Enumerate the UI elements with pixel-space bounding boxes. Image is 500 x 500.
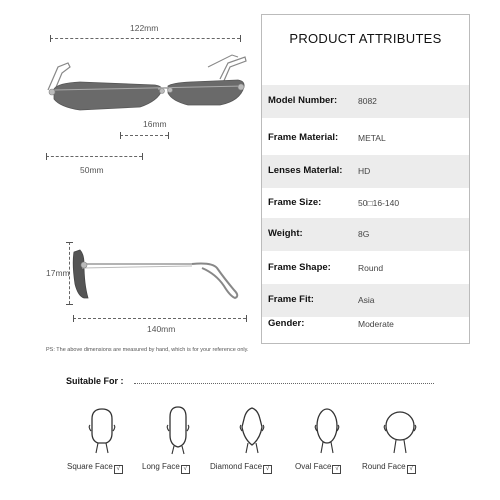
checkmark-icon: √ bbox=[114, 465, 123, 474]
tick bbox=[142, 153, 143, 160]
dotted-divider bbox=[134, 383, 434, 384]
tick bbox=[50, 35, 51, 42]
face-label-text: Round Face bbox=[362, 462, 406, 471]
attribute-row bbox=[262, 308, 469, 341]
tick bbox=[66, 304, 73, 305]
face-label-text: Square Face bbox=[67, 462, 113, 471]
attribute-value: Asia bbox=[358, 295, 375, 305]
attribute-row bbox=[262, 155, 469, 188]
attribute-value: Moderate bbox=[358, 319, 394, 329]
checkmark-icon: √ bbox=[263, 465, 272, 474]
attribute-value: 8G bbox=[358, 229, 370, 239]
attribute-value: METAL bbox=[358, 133, 386, 143]
lens-width-label: 50mm bbox=[80, 165, 104, 175]
attribute-row bbox=[262, 85, 469, 118]
tick bbox=[168, 132, 169, 139]
face-label-text: Long Face bbox=[142, 462, 180, 471]
tick bbox=[240, 35, 241, 42]
lens-height-label: 17mm bbox=[46, 268, 70, 278]
checkmark-icon: √ bbox=[332, 465, 341, 474]
measurement-note: PS: The above dimensions are measured by hand, which is for your reference only. bbox=[46, 347, 249, 353]
total-width-line bbox=[50, 38, 240, 39]
attribute-key: Frame Material: bbox=[268, 132, 339, 143]
attribute-key: Model Number: bbox=[268, 95, 338, 106]
tick bbox=[66, 242, 73, 243]
tick bbox=[73, 315, 74, 322]
long-face-icon bbox=[158, 405, 198, 455]
attribute-row bbox=[262, 252, 469, 285]
attribute-key: Frame Size: bbox=[268, 197, 322, 208]
attribute-key: Weight: bbox=[268, 228, 303, 239]
attribute-value: 8082 bbox=[358, 96, 377, 106]
attribute-row bbox=[262, 122, 469, 155]
tick bbox=[120, 132, 121, 139]
oval-face-label bbox=[295, 462, 341, 474]
attribute-row bbox=[262, 218, 469, 251]
checkmark-icon: √ bbox=[181, 465, 190, 474]
attribute-key: Frame Fit: bbox=[268, 294, 314, 305]
total-width-label: 122mm bbox=[130, 23, 159, 33]
face-label-text: Oval Face bbox=[295, 462, 332, 471]
square-face-icon bbox=[82, 405, 122, 455]
temple-length-line bbox=[73, 318, 246, 319]
oval-face-icon bbox=[307, 405, 347, 455]
diamond-face-label bbox=[210, 462, 272, 474]
lens-gap-label: 16mm bbox=[143, 119, 167, 129]
face-label-text: Diamond Face bbox=[210, 462, 263, 471]
attribute-key: Lenses Materlal: bbox=[268, 165, 343, 176]
lens-height-line bbox=[69, 242, 70, 304]
glasses-side-image bbox=[72, 244, 247, 304]
long-face-label bbox=[142, 462, 190, 474]
attribute-value: HD bbox=[358, 166, 371, 176]
round-face-icon bbox=[380, 405, 420, 455]
attribute-row bbox=[262, 187, 469, 220]
lens-width-line bbox=[46, 156, 142, 157]
diamond-face-icon bbox=[232, 405, 272, 455]
round-face-label bbox=[362, 462, 416, 474]
square-face-label bbox=[67, 462, 123, 474]
dimension-diagram bbox=[0, 0, 260, 345]
attribute-value: 50□16-140 bbox=[358, 198, 400, 208]
tick bbox=[246, 315, 247, 322]
table-title: PRODUCT ATTRIBUTES bbox=[289, 31, 442, 46]
attribute-value: Round bbox=[358, 263, 384, 273]
tick bbox=[46, 153, 47, 160]
product-attributes-table bbox=[261, 14, 470, 344]
temple-length-label: 140mm bbox=[147, 324, 176, 334]
suitable-for-title: Suitable For : bbox=[66, 376, 124, 386]
attribute-key: Frame Shape: bbox=[268, 262, 331, 273]
glasses-front-image bbox=[40, 45, 255, 120]
checkmark-icon: √ bbox=[407, 465, 416, 474]
attribute-key: Gender: bbox=[268, 318, 305, 329]
lens-gap-line bbox=[120, 135, 168, 136]
